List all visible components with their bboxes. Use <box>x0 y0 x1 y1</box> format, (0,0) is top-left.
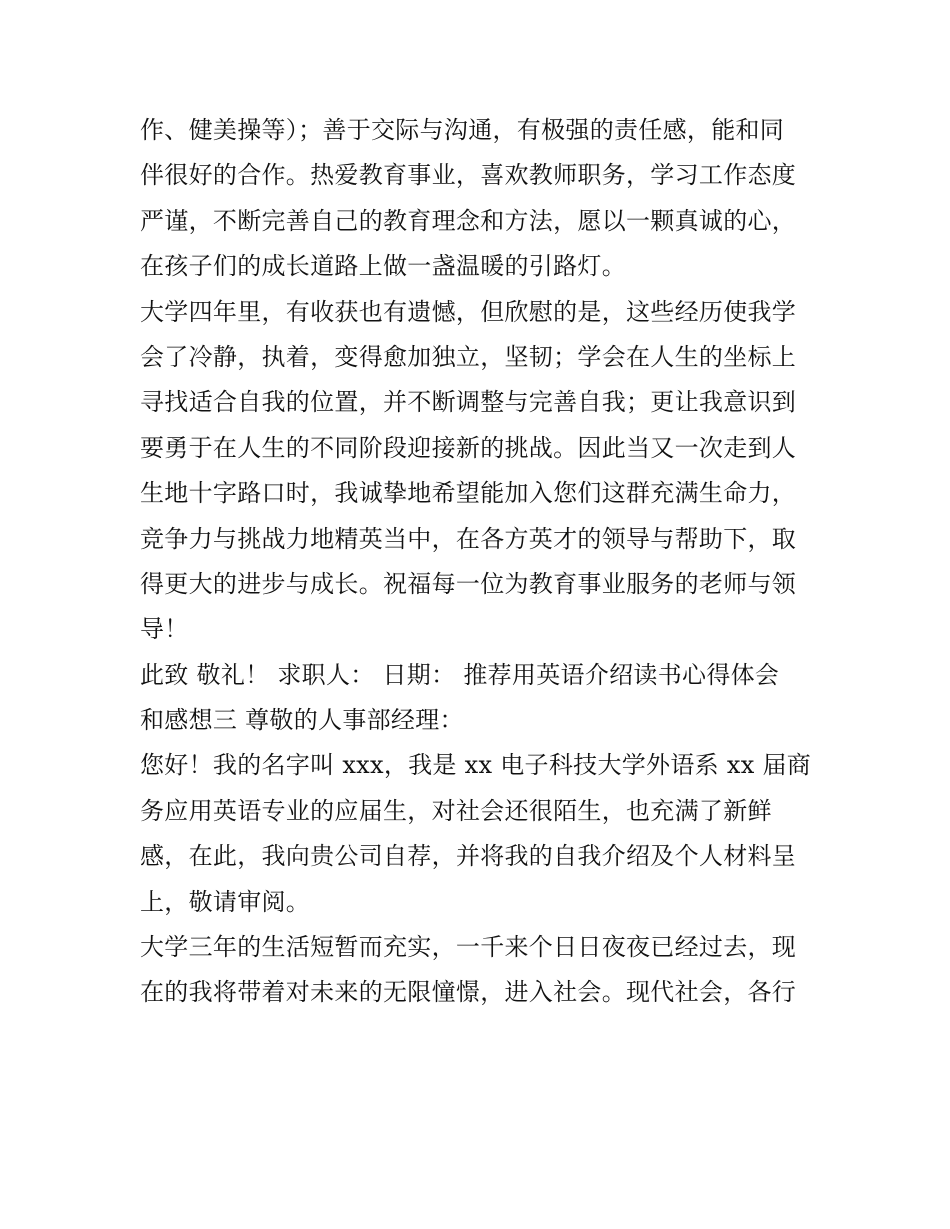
text-line: 您好！我的名字叫 xxx，我是 xx 电子科技大学外语系 xx 届商 <box>140 751 812 780</box>
text-line: 会了冷静，执着，变得愈加独立，坚韧；学会在人生的坐标上 <box>140 342 797 371</box>
text-line: 得更大的进步与成长。祝福每一位为教育事业服务的老师与领 <box>140 569 797 598</box>
text-line: 感，在此，我向贵公司自荐，并将我的自我介绍及个人材料呈 <box>140 842 797 871</box>
text-line: 竞争力与挑战力地精英当中，在各方英才的领导与帮助下，取 <box>140 524 797 553</box>
text-line: 严谨，不断完善自己的教育理念和方法，愿以一颗真诚的心， <box>140 206 797 235</box>
text-line: 伴很好的合作。热爱教育事业，喜欢教师职务，学习工作态度 <box>140 161 797 190</box>
text-line: 要勇于在人生的不同阶段迎接新的挑战。因此当又一次走到人 <box>140 433 797 462</box>
text-line: 生地十字路口时，我诚挚地希望能加入您们这群充满生命力， <box>140 479 797 508</box>
text-line: 大学三年的生活短暂而充实，一千来个日日夜夜已经过去，现 <box>140 933 797 962</box>
text-line: 务应用英语专业的应届生，对社会还很陌生，也充满了新鲜 <box>140 796 772 825</box>
text-line: 在的我将带着对未来的无限憧憬，进入社会。现代社会，各行 <box>140 978 797 1007</box>
document-body <box>140 108 830 1016</box>
text-line: 在孩子们的成长道路上做一盏温暖的引路灯。 <box>140 252 626 281</box>
text-line: 作、健美操等）；善于交际与沟通，有极强的责任感，能和同 <box>140 116 785 144</box>
text-line: 寻找适合自我的位置，并不断调整与完善自我；更让我意识到 <box>140 388 797 417</box>
text-line: 上，敬请审阅。 <box>140 887 311 916</box>
text-line: 此致 敬礼！ 求职人： 日期： 推荐用英语介绍读书心得体会 <box>140 660 780 689</box>
text-line: 导！ <box>140 615 189 644</box>
text-line: 和感想三 尊敬的人事部经理： <box>140 706 464 735</box>
text-line: 大学四年里，有收获也有遗憾，但欣慰的是，这些经历使我学 <box>140 297 797 326</box>
